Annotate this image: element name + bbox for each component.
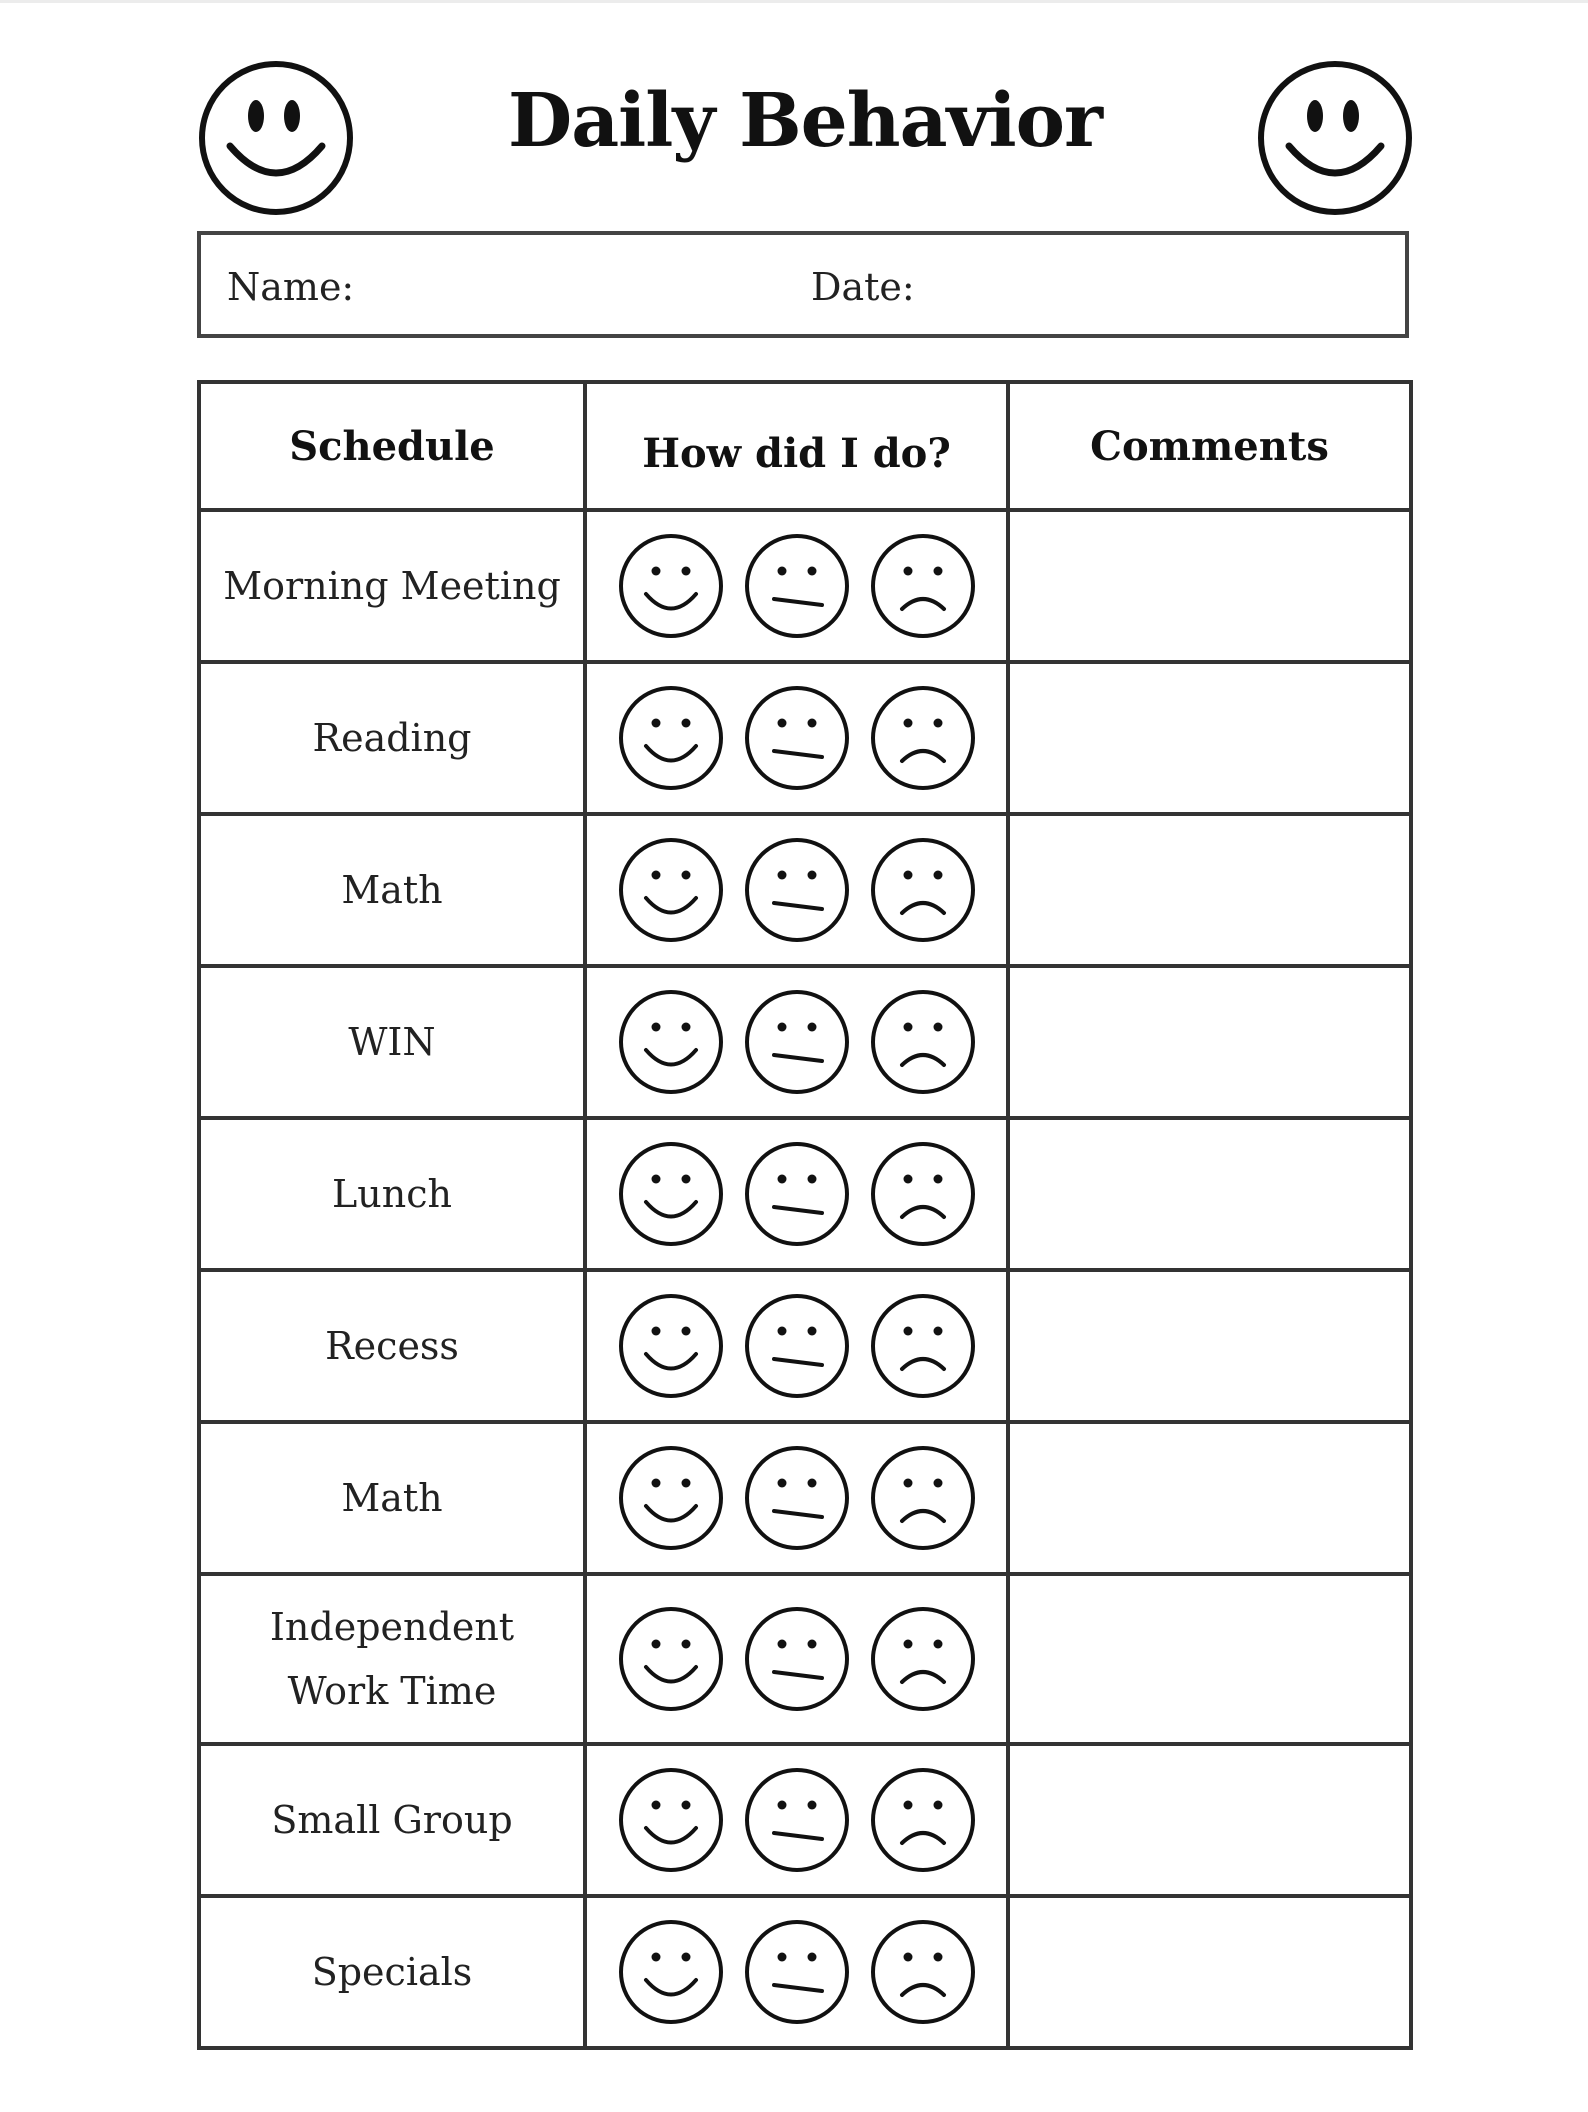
table-row [199,662,1411,814]
sad-face-icon[interactable] [868,683,978,793]
comment-cell[interactable] [1008,814,1411,966]
sad-face-icon[interactable] [868,1765,978,1875]
schedule-label: Small Group [271,1798,513,1842]
neutral-face-icon[interactable] [742,835,852,945]
neutral-face-icon[interactable] [742,1291,852,1401]
schedule-cell [199,1118,585,1270]
neutral-face-icon[interactable] [742,1604,852,1714]
table-row [199,1896,1411,2048]
rating-cell [585,510,1008,662]
comment-cell[interactable] [1008,662,1411,814]
rating-cell [585,1270,1008,1422]
happy-face-icon[interactable] [616,531,726,641]
rating-cell [585,1574,1008,1744]
schedule-cell [199,1744,585,1896]
schedule-label: Recess [325,1324,459,1368]
schedule-cell [199,1270,585,1422]
schedule-label: Math [341,868,443,912]
table-row [199,510,1411,662]
sad-face-icon[interactable] [868,835,978,945]
table-row [199,1270,1411,1422]
sad-face-icon[interactable] [868,1139,978,1249]
comment-cell[interactable] [1008,1422,1411,1574]
table-row [199,1422,1411,1574]
schedule-label: Lunch [332,1172,452,1216]
rating-cell [585,1422,1008,1574]
column-header-schedule: Schedule [199,382,585,510]
page-title: Daily Behavior [508,78,1102,164]
comment-cell[interactable] [1008,1896,1411,2048]
schedule-label: Independent Work Time [269,1605,515,1713]
smiley-icon [1255,58,1415,218]
neutral-face-icon[interactable] [742,683,852,793]
table-row [199,1574,1411,1744]
neutral-face-icon[interactable] [742,1443,852,1553]
sad-face-icon[interactable] [868,1917,978,2027]
comment-cell[interactable] [1008,966,1411,1118]
name-label: Name: [227,265,355,309]
schedule-cell [199,1896,585,2048]
happy-face-icon[interactable] [616,987,726,1097]
comment-cell[interactable] [1008,1744,1411,1896]
sad-face-icon[interactable] [868,531,978,641]
rating-cell [585,966,1008,1118]
schedule-label: Reading [312,716,472,760]
rating-cell [585,662,1008,814]
schedule-label: Specials [311,1950,473,1994]
happy-face-icon[interactable] [616,1765,726,1875]
behavior-table [197,380,1413,2050]
table-row [199,814,1411,966]
happy-face-icon[interactable] [616,1291,726,1401]
happy-face-icon[interactable] [616,1604,726,1714]
table-header-row [199,382,1411,510]
happy-face-icon[interactable] [616,1917,726,2027]
table-row [199,966,1411,1118]
schedule-cell [199,662,585,814]
happy-face-icon[interactable] [616,1443,726,1553]
smiley-icon [196,58,356,218]
name-date-box [197,231,1409,338]
rating-cell [585,1118,1008,1270]
neutral-face-icon[interactable] [742,1139,852,1249]
schedule-cell [199,814,585,966]
column-header-comments: Comments [1008,382,1411,510]
rating-cell [585,814,1008,966]
rating-cell [585,1896,1008,2048]
happy-face-icon[interactable] [616,835,726,945]
neutral-face-icon[interactable] [742,531,852,641]
happy-face-icon[interactable] [616,1139,726,1249]
comment-cell[interactable] [1008,510,1411,662]
comment-cell[interactable] [1008,1270,1411,1422]
table-row [199,1118,1411,1270]
neutral-face-icon[interactable] [742,1917,852,2027]
sad-face-icon[interactable] [868,987,978,1097]
sad-face-icon[interactable] [868,1443,978,1553]
schedule-label: Math [341,1476,443,1520]
sad-face-icon[interactable] [868,1604,978,1714]
sad-face-icon[interactable] [868,1291,978,1401]
page-top-edge [0,0,1588,3]
table-row [199,1744,1411,1896]
schedule-cell [199,966,585,1118]
schedule-cell [199,510,585,662]
rating-cell [585,1744,1008,1896]
schedule-cell [199,1422,585,1574]
column-header-rating: How did I do? [585,382,1008,510]
date-label: Date: [811,265,915,309]
schedule-label: Morning Meeting [223,564,561,608]
neutral-face-icon[interactable] [742,1765,852,1875]
schedule-cell [199,1574,585,1744]
neutral-face-icon[interactable] [742,987,852,1097]
schedule-label: WIN [348,1020,436,1064]
happy-face-icon[interactable] [616,683,726,793]
comment-cell[interactable] [1008,1118,1411,1270]
comment-cell[interactable] [1008,1574,1411,1744]
